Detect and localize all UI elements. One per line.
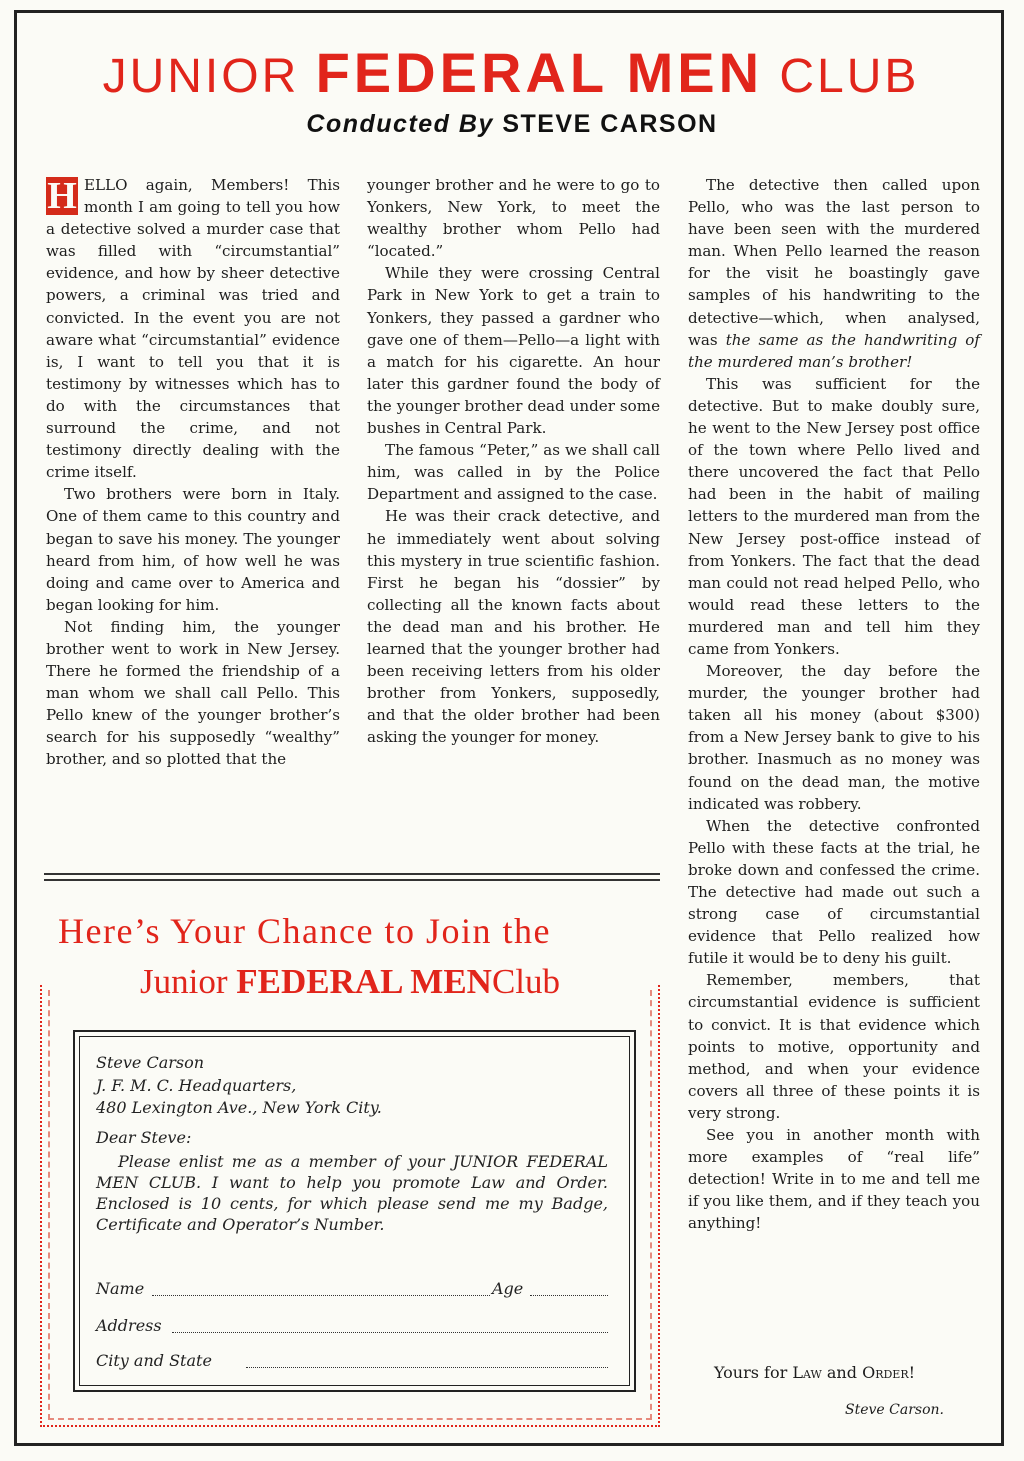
paragraph-text: The detective then called upon Pello, who was the last person to have been seen with the murdered man. When Pello learned the reason for the visit he boastingly gave samples of his handwriting to the detective—which, when analysed, was — [688, 176, 980, 349]
coupon-body: Please enlist me as a member of your JUNIOR FEDERAL MEN CLUB. I want to help you promote Law and Order. Enclosed is 10 cents, for which please send me my Badge, Certificate and Operator’s Number. — [96, 1152, 608, 1234]
paragraph: ELLO again, Members! This month I am going to tell you how a detective solved a murder case that was filled with “circumstantial” evidence, and how by sheer detective powers, a criminal was tried and convicted. In the event you are not aware what “circumstantial” evidence is, I want to tell you that it is testimony by witnesses which has to do with the circumstances that surround the crime, and not testimony directly dealing with the crime itself. — [46, 176, 340, 482]
byline-prefix: Conducted By — [306, 110, 494, 138]
paragraph: See you in another month with more examples of “real life” detection! Write in to me and tell me if you like them, and if they teach you anything! — [688, 1126, 980, 1233]
emphasis-text: the same as the handwriting of the murdered man’s brother! — [688, 330, 980, 371]
divider — [44, 879, 660, 881]
address-field[interactable] — [172, 1332, 608, 1333]
join-heading: Here’s Your Chance to Join the — [58, 911, 551, 951]
signature: Steve Carson. — [845, 1402, 944, 1418]
closing-line — [714, 1363, 915, 1382]
paragraph: Not finding him, the younger brother went to work in New Jersey. There he formed the friendship of a man whom we shall call Pello. This Pello knew of the younger brother’s search for his supposedly “wealthy” brother, and so plotted that the — [46, 617, 340, 769]
city-state-label: City and State — [96, 1351, 212, 1370]
closing-prefix: Yours for — [714, 1363, 788, 1382]
paragraph: This was sufficient for the detective. But to make doubly sure, he went to the New Jersey post office of the town where Pello lived and there uncovered the fact that Pello had been in the habit of mailing letters to the murdered man from the New Jersey post-office instead of from Yonkers. The fact that the dead man could not read helped Pello, who would read these letters to the murdered man and tell him they came from Yonkers. — [688, 374, 980, 658]
paragraph: While they were crossing Central Park in New York to get a train to Yonkers, they passed a gardner who gave one of them—Pello—a light with a match for his cigarette. An hour later this gardner found the body of the younger brother dead under some bushes in Central Park. — [367, 264, 660, 438]
name-field[interactable] — [152, 1295, 490, 1296]
article-column-3 — [688, 174, 980, 1235]
title-junior: JUNIOR — [102, 50, 300, 103]
coupon-salutation: Dear Steve: — [96, 1128, 192, 1147]
drop-cap: H — [47, 175, 77, 217]
city-state-field[interactable] — [246, 1367, 608, 1368]
age-label: Age — [492, 1279, 524, 1298]
paragraph — [688, 174, 980, 373]
coupon-address: 480 Lexington Ave., New York City. — [96, 1098, 382, 1117]
address-label: Address — [96, 1316, 162, 1335]
article-column-2 — [367, 174, 660, 748]
join-club: Club — [491, 962, 561, 1001]
divider — [44, 873, 660, 875]
closing-law: Law — [792, 1363, 822, 1382]
article-column-1 — [46, 174, 340, 771]
title-club: CLUB — [779, 50, 920, 103]
byline-name: STEVE CARSON — [502, 110, 718, 138]
join-junior: Junior — [139, 962, 228, 1001]
paragraph: The famous “Peter,” as we shall call him, was called in by the Police Department and assigned to the case. — [367, 441, 660, 504]
name-label: Name — [96, 1279, 145, 1298]
closing-and: and — [826, 1363, 857, 1382]
paragraph: He was their crack detective, and he immediately went about solving this mystery in true scientific fashion. First he began his “dossier” by collecting all the known facts about the dead man and his brother. He learned that the younger brother had been receiving letters from his older brother from Yonkers, supposedly, and that the older brother had been asking the younger for money. — [367, 507, 660, 747]
join-federal-men: FEDERAL MEN — [236, 962, 492, 1001]
paragraph: Two brothers were born in Italy. One of them came to this country and began to save his money. The younger heard from him, of how well he was doing and came over to America and began looking for him. — [46, 485, 340, 614]
paragraph: Moreover, the day before the murder, the younger brother had taken all his money (about $300) from a New Jersey bank to give to his brother. Inasmuch as no money was found on the dead man, the motive indicated was robbery. — [688, 662, 980, 813]
title-federal-men: FEDERAL MEN — [315, 41, 764, 104]
closing-order: Order! — [862, 1363, 916, 1382]
age-field[interactable] — [530, 1295, 608, 1296]
byline — [0, 110, 1024, 139]
paragraph: Remember, members, that circumstantial evidence is sufficient to convict. It is that evidence which points to motive, opportunity and method, and when your evidence covers all three of these points it is very strong. — [688, 971, 980, 1122]
paragraph: When the detective confronted Pello with these facts at the trial, he broke down and confessed the crime. The detective had made out such a strong case of circumstantial evidence that Pello realized how futile it would be to deny his guilt. — [688, 816, 980, 968]
paragraph: younger brother and he were to go to Yonkers, New York, to meet the wealthy brother whom Pello had “located.” — [367, 176, 660, 261]
coupon-recipient: Steve Carson — [96, 1053, 205, 1072]
coupon-headquarters: J. F. M. C. Headquarters, — [96, 1076, 297, 1095]
page-title — [18, 40, 1004, 105]
